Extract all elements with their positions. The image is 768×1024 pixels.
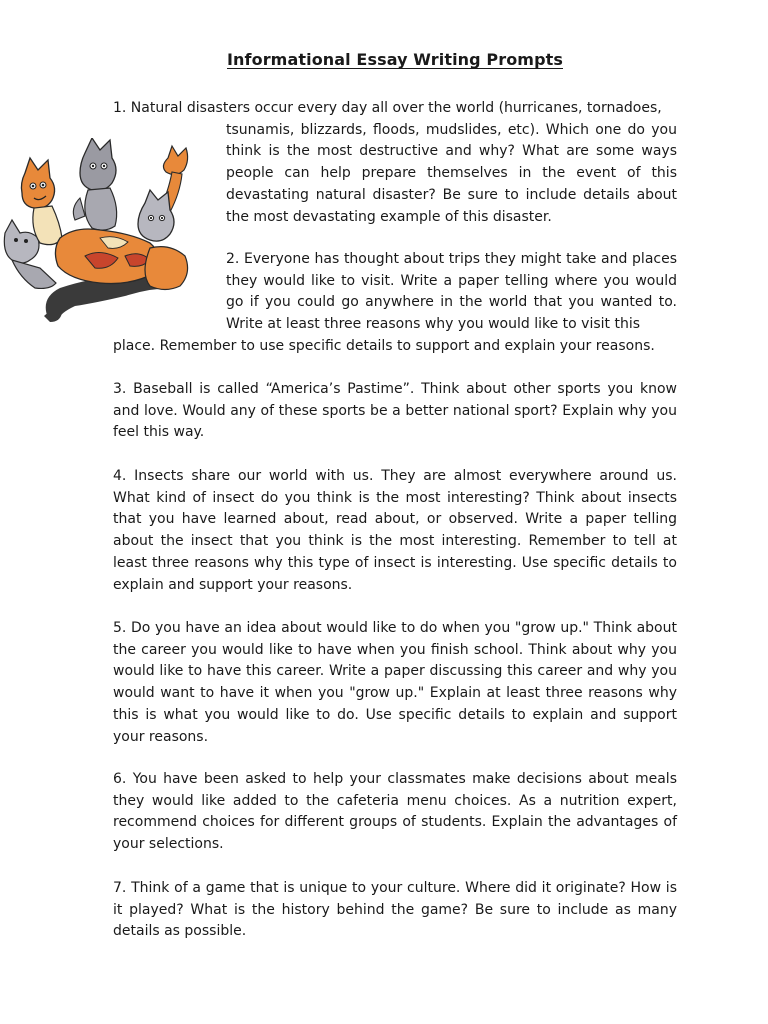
page-title: Informational Essay Writing Prompts — [227, 50, 563, 69]
prompt-2-body: place. Remember to use specific details to support and explain your reasons. — [113, 338, 655, 354]
prompt-1-body: tsunamis, blizzards, floods, mudslides, etc). Which one do you think is the most destructive and why? What are some ways people can help prepare themselves in the event of this devastating natural disaster? Be sure to include details about the most devastating example of this disaster. — [226, 121, 677, 225]
prompt-7: 7. Think of a game that is unique to your culture. Where did it originate? How is it played? What is the history behind the game? Be sure to include as many details as possible. — [113, 880, 677, 940]
prompt-6: 6. You have been asked to help your classmates make decisions about meals they would like added to the cafeteria menu choices. As a nutrition expert, recommend choices for different groups of students. Explain the advantages of your selections. — [113, 771, 677, 853]
prompt-4: 4. Insects share our world with us. They are almost everywhere around us. What kind of insect do you think is the most interesting? Think about insects that you have learned about, read about, or observed. Write a paper telling about the insect that you think is the most interesting. Remember to tell at least three reasons why this type of insect is interesting. Use specific details to explain and support your reasons. — [113, 468, 677, 593]
prompt-3: 3. Baseball is called “America’s Pastime”. Think about other sports you know and love. Would any of these sports be a better national sport? Explain why you feel this way. — [113, 381, 677, 441]
prompt-2-lead: 2. Everyone has thought about trips they might take and places they would like to visit. Write a paper telling where you would go if you could go anywhere in the world that you wanted to. Write at least three reasons why you would like to visit this — [226, 251, 677, 333]
cartoon-animals-pile-icon — [0, 138, 220, 328]
prompt-5: 5. Do you have an idea about would like to do when you "grow up." Think about the career you would like to have when you finish school. Think about why you would like to have this career. Write a paper discussing this career and why you would want to have it when you "grow up." Explain at least three reasons why this is what you would like to do. Use specific details to explain and support your reasons. — [113, 620, 677, 745]
prompt-1-lead: 1. Natural disasters occur every day all over the world (hurricanes, tornadoes, — [113, 100, 662, 116]
